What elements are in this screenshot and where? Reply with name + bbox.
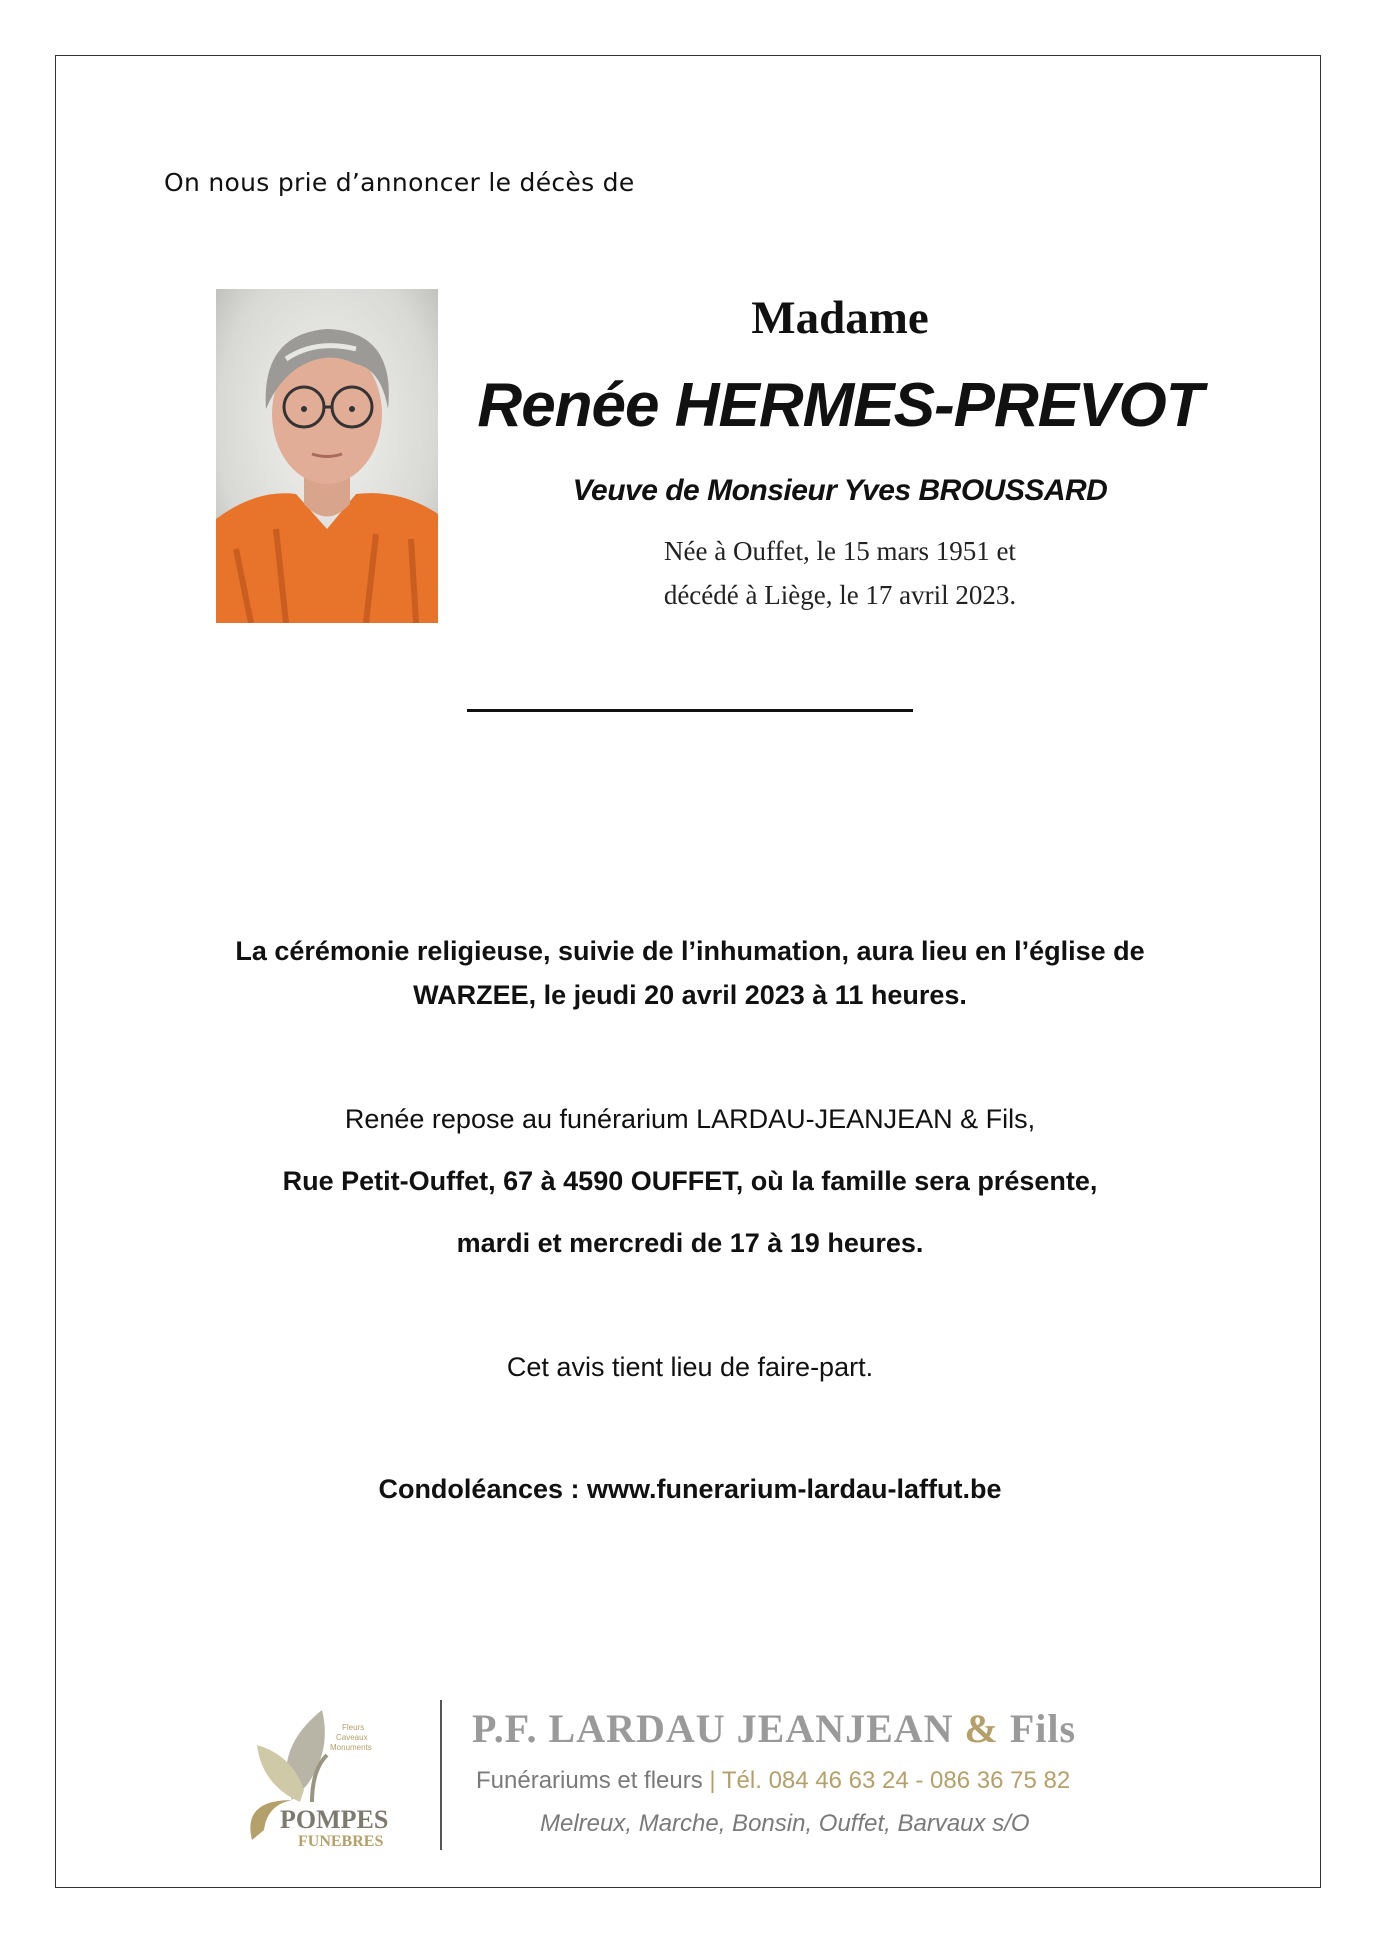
funerarium-line-1: Renée repose au funérarium LARDAU-JEANJEAN & Fils,	[344, 1104, 1036, 1134]
svg-text:Fleurs: Fleurs	[342, 1723, 365, 1732]
ceremony-line-2: WARZEE, le jeudi 20 avril 2023 à 11 heures.	[413, 980, 967, 1010]
divider-line	[467, 709, 913, 712]
company-suffix: Fils	[1009, 1706, 1077, 1751]
svg-text:POMPES: POMPES	[280, 1805, 389, 1834]
svg-text:Caveaux: Caveaux	[336, 1733, 368, 1742]
company-locations: Melreux, Marche, Bonsin, Ouffet, Barvaux s/O	[540, 1810, 1030, 1837]
funerarium-line-2: Rue Petit-Ouffet, 67 à 4590 OUFFET, où la famille sera présente,	[282, 1166, 1098, 1196]
death-line: décédé à Liège, le 17 avril 2023.	[663, 580, 1017, 610]
pompes-funebres-logo	[232, 1690, 442, 1850]
honorific: Madame	[751, 292, 929, 344]
phone-numbers[interactable]: Tél. 084 46 63 24 - 086 36 75 82	[721, 1767, 1071, 1794]
services-text: Funérariums et fleurs	[476, 1767, 703, 1794]
intro-text: On nous prie d’annoncer le décès de	[164, 168, 635, 197]
condolences-link[interactable]: Condoléances : www.funerarium-lardau-laffut.be	[378, 1474, 1002, 1504]
funerarium-line-3: mardi et mercredi de 17 à 19 heures.	[456, 1228, 924, 1258]
deceased-name: Renée HERMES-PREVOT	[477, 371, 1203, 440]
company-services	[476, 1767, 1070, 1795]
services-separator: |	[709, 1767, 716, 1794]
company-name	[472, 1705, 1076, 1752]
company-prefix: P.F. LARDAU JEANJEAN	[472, 1706, 954, 1751]
svg-text:Monuments: Monuments	[330, 1743, 372, 1752]
footer-divider	[440, 1700, 442, 1850]
ceremony-line-1: La cérémonie religieuse, suivie de l’inhumation, aura lieu en l’église de	[235, 936, 1145, 966]
svg-text:FUNEBRES: FUNEBRES	[298, 1833, 384, 1850]
notice-text: Cet avis tient lieu de faire-part.	[506, 1352, 874, 1382]
widow-of: Veuve de Monsieur Yves BROUSSARD	[572, 474, 1108, 507]
portrait-photo	[216, 289, 438, 623]
company-ampersand: &	[964, 1706, 999, 1751]
birth-line: Née à Ouffet, le 15 mars 1951 et	[664, 536, 1016, 566]
